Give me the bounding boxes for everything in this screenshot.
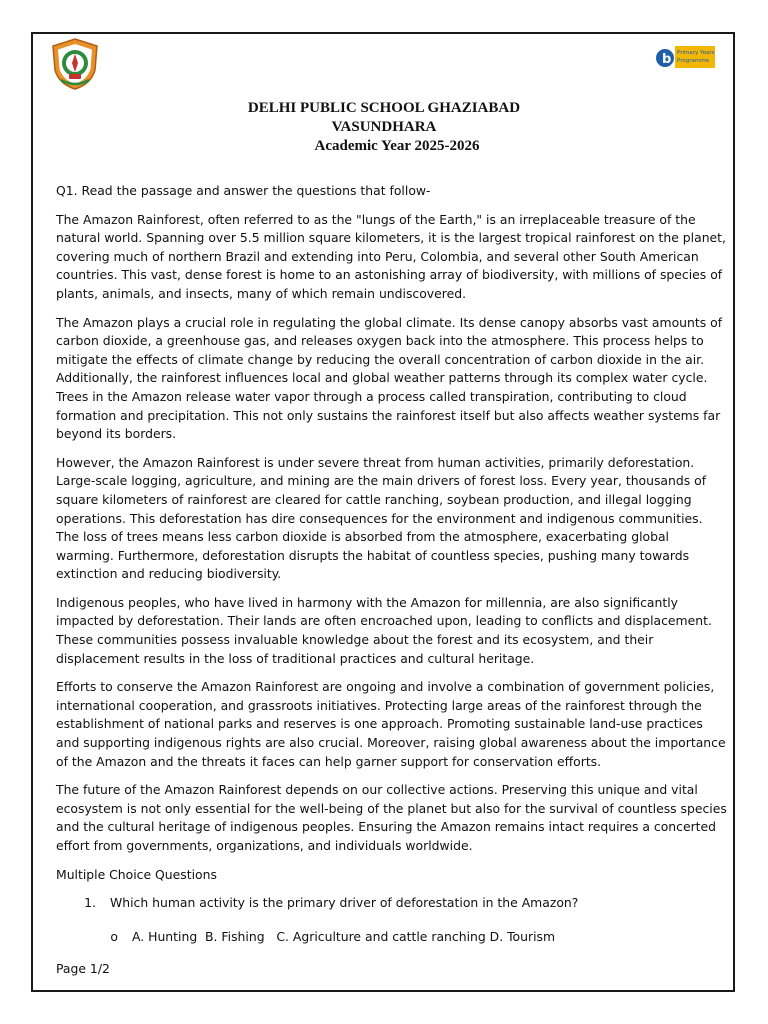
passage-paragraph-1: The Amazon Rainforest, often referred to as the "lungs of the Earth," is an irreplaceable treasure of the natural world. Spanning over 5.5 million square kilometers, it is the largest tropical rainforest on the planet, covering much of northern Brazil and extending into Peru, Colombia, and several other South American countries. This vast, dense forest is home to an astonishing array of biodiversity, with millions of species of plants, animals, and insects, many of which remain undiscovered. [56,211,726,301]
question-prompt: Q1. Read the passage and answer the questions that follow- [56,183,431,198]
school-crest-icon [47,36,103,92]
ib-logo-line-1: Primary Years [677,50,715,56]
school-branch: VASUNDHARA [331,119,437,135]
ib-pyp-logo-icon [655,42,717,74]
page-number: Page 1/2 [56,961,110,976]
passage-paragraph-4: Indigenous peoples, who have lived in harmony with the Amazon for millennia, are also significantly impacted by deforestation. Their lands are often encroached upon, leading to conflicts and displacement. These communities possess invaluable knowledge about the forest and its ecosystem, and their displacement results in the loss of traditional practices and cultural heritage. [56,594,712,666]
ib-logo-line-2: Programme [677,58,709,64]
mcq-question-number: 1. [84,895,96,911]
mcq-heading: Multiple Choice Questions [56,866,217,882]
mcq-option-list: A. Hunting B. Fishing C. Agriculture and cattle ranching D. Tourism [132,928,556,944]
passage-paragraph-2: The Amazon plays a crucial role in regulating the global climate. Its dense canopy absorbs vast amounts of carbon dioxide, a greenhouse gas, and releases oxygen back into the atmosphere. This process helps to mitigate the effects of climate change by reducing the overall concentration of carbon dioxide in the air. Additionally, the rainforest influences local and global weather patterns through its complex water cycle. Trees in the Amazon release water vapor through a process called transpiration, contributing to cloud formation and precipitation. This not only sustains the rainforest itself but also affects weather systems far beyond its borders. [56,314,723,442]
mcq-options-1 [56,928,728,947]
mcq-question-1 [56,894,728,913]
academic-year: Academic Year 2025-2026 [314,138,480,154]
passage-paragraph-6: The future of the Amazon Rainforest depends on our collective actions. Preserving this unique and vital ecosystem is not only essential for the well-being of the planet but also for the survival of countless species and the cultural heritage of indigenous peoples. Ensuring the Amazon remains intact requires a concerted effort from governments, organizations, and individuals worldwide. [56,782,727,853]
option-bullet: o [110,928,118,944]
svg-text:b: b [662,52,672,67]
school-name: DELHI PUBLIC SCHOOL GHAZIABAD [247,100,521,116]
passage-paragraph-3: However, the Amazon Rainforest is under severe threat from human activities, primarily deforestation. Large-scale logging, agriculture, and mining are the main drivers of forest loss. Every year, thousands of square kilometers of rainforest are cleared for cattle ranching, soybean production, and illegal logging operations. This deforestation has dire consequences for the environment and indigenous communities. The loss of trees means less carbon dioxide is absorbed from the atmosphere, exacerbating global warming. Furthermore, deforestation disrupts the habitat of countless species, pushing many towards extinction and reducing biodiversity. [56,454,707,582]
mcq-question-text: Which human activity is the primary driver of deforestation in the Amazon? [110,895,579,911]
worksheet-content [56,182,728,946]
passage-paragraph-5: Efforts to conserve the Amazon Rainforest are ongoing and involve a combination of government policies, international cooperation, and grassroots initiatives. Protecting large areas of the rainforest through the establishment of national parks and reserves is one approach. Promoting sustainable land-use practices and supporting indigenous rights are also crucial. Moreover, raising global awareness about the importance of the Amazon and the threats it faces can help garner support for conservation efforts. [56,679,726,769]
